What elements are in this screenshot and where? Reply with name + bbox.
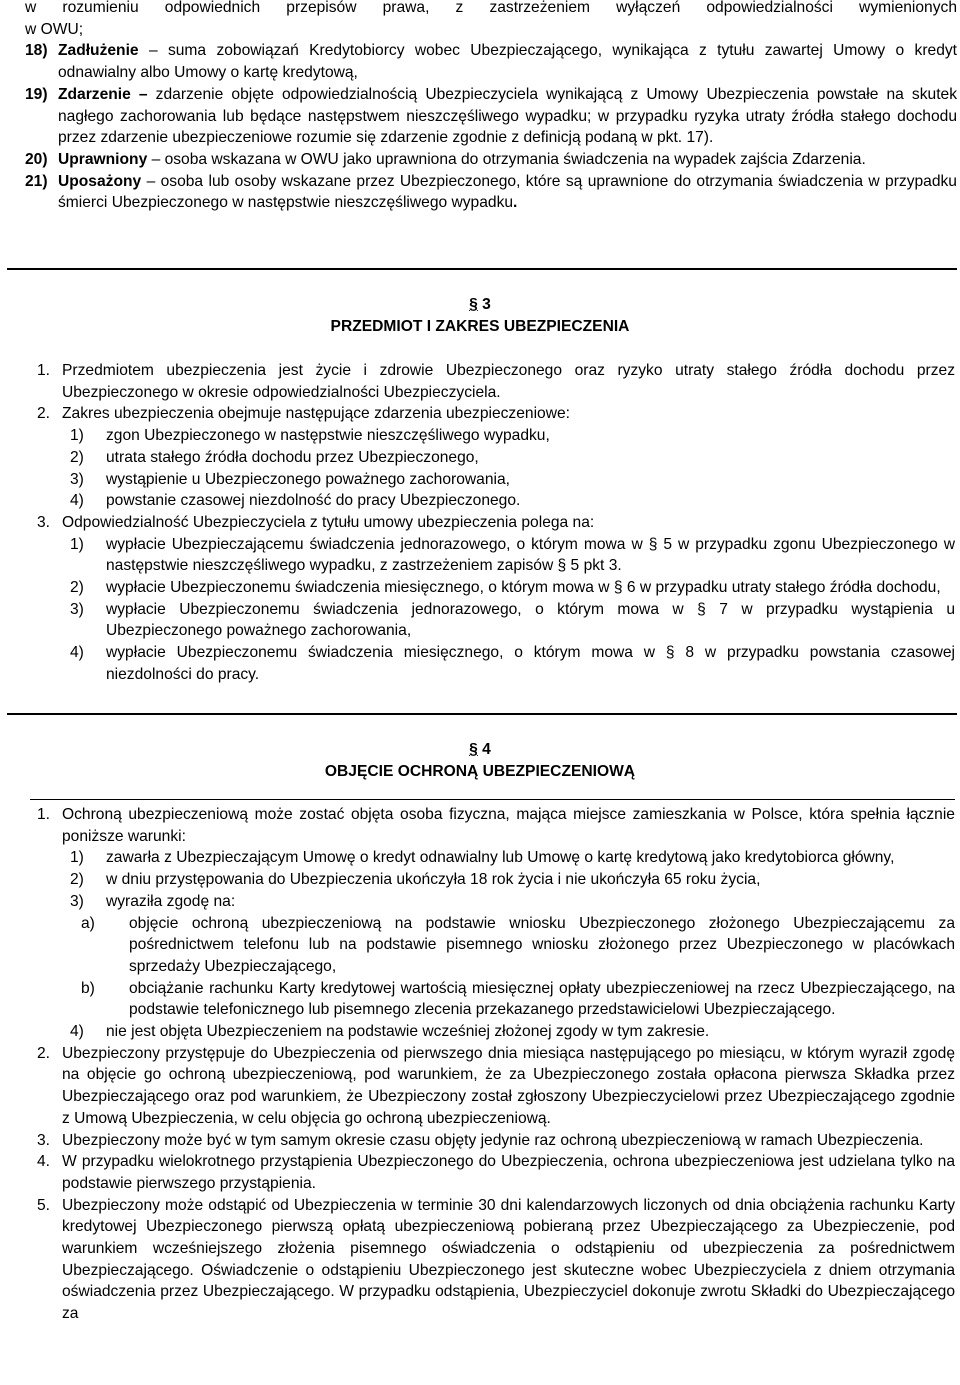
section-3-number xyxy=(0,294,960,316)
s4-point-1 xyxy=(37,804,955,847)
item-text: wyraziła zgodę na: xyxy=(106,892,236,910)
letter-marker: a) xyxy=(81,914,95,932)
s4-p1-item-2 xyxy=(70,869,955,891)
section-3-title: PRZEDMIOT I ZAKRES UBEZPIECZENIA xyxy=(330,317,630,335)
definition-17-line1: w rozumieniu odpowiednich przepisów prawa, z zastrzeżeniem wyłączeń odpowiedzialności wymienionych xyxy=(25,0,957,16)
point-number: 3. xyxy=(37,1131,51,1149)
definition-20 xyxy=(25,149,957,171)
definition-end-mark: . xyxy=(513,194,518,212)
item-text: powstanie czasowej niezdolność do pracy Ubezpieczonego. xyxy=(106,492,521,510)
definition-term: Uprawniony xyxy=(58,150,148,168)
point-text: Ubezpieczony przystępuje do Ubezpieczenia od pierwszego dnia miesiąca następującego po miesiącu, w którym wyraził zgodę na objęcie go ochroną ubezpieczeniową, pod warunkiem, że za Ubezpieczonego została opłacona pierwsza Składka przez Ubezpieczającego oraz pod warunkiem, że Ubezpieczony został zgłoszony Ubezpieczycielowi przez Ubezpieczającego zgodnie z Umową Ubezpieczenia, w celu objęcia go ochroną ubezpieczeniową. xyxy=(62,1044,955,1127)
s4-p1-item-3 xyxy=(70,891,955,913)
point-number: 3. xyxy=(37,513,51,531)
letter-text: obciążanie rachunku Karty kredytowej wartością miesięcznej opłaty ubezpieczeniowej na rzecz Ubezpieczającego, na podstawie telefonicznego lub pisemnego zlecenia przekazanego przedstawicielowi Ubezpieczającego. xyxy=(129,979,955,1019)
item-number: 3) xyxy=(70,470,84,488)
item-number: 1) xyxy=(70,535,84,553)
s4-point-5 xyxy=(37,1195,955,1325)
section-number: 3 xyxy=(477,296,491,313)
item-number: 2) xyxy=(70,871,84,889)
item-number: 1) xyxy=(70,849,84,867)
s3-p2-item-3 xyxy=(70,469,955,491)
s3-p2-item-4 xyxy=(70,490,955,512)
item-text: wypłacie Ubezpieczonemu świadczenia miesięcznego, o którym mowa w § 6 w przypadku utraty stałego źródła dochodu, xyxy=(106,579,941,597)
item-number: 2) xyxy=(70,579,84,597)
point-number: 1. xyxy=(37,806,51,823)
s3-point-2 xyxy=(37,403,955,425)
item-number: 4) xyxy=(70,1023,84,1041)
section-sign: § xyxy=(469,296,478,313)
item-text: utrata stałego źródła dochodu przez Ubezpieczonego, xyxy=(106,448,479,466)
item-text: zawarła z Ubezpieczającym Umowę o kredyt odnawialny lub Umowę o kartę kredytową jako kredytobiorca główny, xyxy=(106,849,895,867)
item-number: 3) xyxy=(70,600,84,618)
point-text: Ubezpieczony może odstąpić od Ubezpieczenia w terminie 30 dni kalendarzowych liczonych od dnia obciążenia rachunku Karty kredytowej Ubezpieczonego pierwszą opłatą ubezpieczeniową pobieraną przez Ubezpieczającego za Ubezpieczenie, pod warunkiem wcześniejszego złożenia pisemnego oświadczenia o odstąpieniu od ubezpieczenia za pośrednictwem Ubezpieczającego. Oświadczenie o odstąpieniu Ubezpieczonego jest skuteczne wobec Ubezpieczyciela z dniem otrzymania oświadczenia przez Ubezpieczającego. W przypadku odstąpienia, Ubezpieczyciel dokonuje zwrotu Składki do Ubezpieczającego za xyxy=(62,1196,955,1323)
point-number: 2. xyxy=(37,405,51,423)
item-text: wypłacie Ubezpieczonemu świadczenia miesięcznego, o którym mowa w § 8 w przypadku powstania czasowej niezdolności do pracy. xyxy=(106,644,955,683)
definition-number: 21) xyxy=(25,172,48,190)
s3-p2-item-2 xyxy=(70,447,955,469)
item-number: 4) xyxy=(70,492,84,510)
s4-p1-item-4 xyxy=(70,1021,955,1043)
item-text: zgon Ubezpieczonego w następstwie nieszczęśliwego wypadku, xyxy=(106,427,550,445)
section-4-heading xyxy=(0,739,960,782)
s3-point-3 xyxy=(37,512,955,534)
s3-p3-item-3 xyxy=(70,599,955,642)
definition-text: zdarzenie objęte odpowiedzialnością Ubezpieczyciela wynikającą z Umowy Ubezpieczenia powstałe na skutek nagłego zachorowania lub będące następstwem nieszczęśliwego wypadku; w przypadku ryzyka utraty źródła stałego dochodu przez zdarzenie ubezpieczeniowe rozumie się zdarzenie zgodnie z definicją podaną w pkt. 17). xyxy=(58,85,958,147)
section-3-heading xyxy=(0,294,960,337)
point-number: 4. xyxy=(37,1153,51,1171)
section-3-body xyxy=(37,360,955,686)
definition-text: – osoba wskazana w OWU jako uprawniona do otrzymania świadczenia na wypadek zajścia Zdarzenia. xyxy=(147,150,866,168)
point-number: 5. xyxy=(37,1196,51,1214)
item-text: nie jest objęta Ubezpieczeniem na podstawie wcześniej złożonej zgody w tym zakresie. xyxy=(106,1023,710,1041)
item-text: wypłacie Ubezpieczonemu świadczenia jednorazowego, o którym mowa w § 7 w przypadku wystąpienia u Ubezpieczonego poważnego zachorowania, xyxy=(106,600,955,640)
definition-number: 18) xyxy=(25,42,48,60)
section-sign: § xyxy=(469,741,478,758)
definition-term: Uposażony xyxy=(58,172,142,190)
s3-p2-item-1 xyxy=(70,425,955,447)
section-divider xyxy=(7,713,957,715)
point-text: Ochroną ubezpieczeniową może zostać objęta osoba fizyczna, mająca miejsce zamieszkania w Polsce, która spełnia łącznie poniższe warunki: xyxy=(62,806,955,845)
item-number: 4) xyxy=(70,644,84,662)
point-text: Ubezpieczony może być w tym samym okresie czasu objęty jedynie raz ochroną ubezpieczeniową w ramach Ubezpieczenia. xyxy=(62,1131,924,1149)
definition-18 xyxy=(25,40,957,83)
item-number: 3) xyxy=(70,892,84,910)
definition-term: Zadłużenie xyxy=(58,42,139,60)
s3-p3-item-1 xyxy=(70,534,955,577)
item-number: 1) xyxy=(70,427,84,445)
definition-19 xyxy=(25,84,957,149)
s4-p1-i3-letter-a xyxy=(81,913,955,978)
definition-number: 19) xyxy=(25,85,48,103)
letter-marker: b) xyxy=(81,979,95,997)
definitions-list xyxy=(25,0,957,214)
s3-p3-item-2 xyxy=(70,577,955,599)
s4-point-2 xyxy=(37,1043,955,1130)
section-divider-thin xyxy=(30,799,955,800)
point-number: 1. xyxy=(37,362,51,379)
point-text: Zakres ubezpieczenia obejmuje następujące zdarzenia ubezpieczeniowe: xyxy=(62,405,570,423)
point-number: 2. xyxy=(37,1044,51,1062)
definition-text: – suma zobowiązań Kredytobiorcy wobec Ubezpieczającego, wynikająca z tytułu zawartej Umowy o kredyt odnawialny albo Umowy o kartę kredytową, xyxy=(58,42,957,82)
s4-p1-item-1 xyxy=(70,847,955,869)
s4-point-4 xyxy=(37,1151,955,1194)
section-4-body xyxy=(37,804,955,1325)
point-text: Przedmiotem ubezpieczenia jest życie i zdrowie Ubezpieczonego oraz ryzyko utraty stałego źródła dochodu przez Ubezpieczonego w okresie odpowiedzialności Ubezpieczyciela. xyxy=(62,362,955,401)
letter-text: objęcie ochroną ubezpieczeniową na podstawie wniosku Ubezpieczonego złożonego Ubezpieczającemu za pośrednictwem telefonu lub na podstawie pisemnego wniosku złożonego przez Ubezpieczonego w placówkach sprzedaży Ubezpieczającego, xyxy=(129,914,955,975)
item-text: wypłacie Ubezpieczającemu świadczenia jednorazowego, o którym mowa w § 5 w przypadku zgonu Ubezpieczonego w następstwie nieszczęśliwego wypadku, z zastrzeżeniem zapisów § 5 pkt 3. xyxy=(106,535,955,575)
item-text: w dniu przystępowania do Ubezpieczenia ukończyła 18 rok życia i nie ukończyła 65 roku życia, xyxy=(106,871,761,889)
definition-text: – osoba lub osoby wskazane przez Ubezpieczonego, które są uprawnione do otrzymania świadczenia w przypadku śmierci Ubezpieczonego w następstwie nieszczęśliwego wypadku xyxy=(58,172,957,212)
s4-p1-i3-letter-b xyxy=(81,978,955,1021)
item-text: wystąpienie u Ubezpieczonego poważnego zachorowania, xyxy=(106,470,510,488)
s3-point-1 xyxy=(37,360,955,403)
s3-p3-item-4 xyxy=(70,642,955,685)
s4-point-3 xyxy=(37,1130,955,1152)
section-4-title: OBJĘCIE OCHRONĄ UBEZPIECZENIOWĄ xyxy=(324,762,636,780)
definition-21 xyxy=(25,171,957,214)
section-number: 4 xyxy=(477,741,491,758)
definition-17-line2: w OWU; xyxy=(25,20,84,38)
definition-term: Zdarzenie – xyxy=(58,85,148,103)
point-text: W przypadku wielokrotnego przystąpienia Ubezpieczonego do Ubezpieczenia, ochrona ubezpieczeniowa jest udzielana tylko na podstawie pierwszego przystąpienia. xyxy=(62,1153,955,1192)
section-4-number xyxy=(0,739,960,761)
definition-number: 20) xyxy=(25,150,48,168)
item-number: 2) xyxy=(70,448,84,466)
point-text: Odpowiedzialność Ubezpieczyciela z tytułu umowy ubezpieczenia polega na: xyxy=(62,513,595,531)
definition-17-tail xyxy=(25,0,957,40)
section-divider xyxy=(7,268,957,270)
